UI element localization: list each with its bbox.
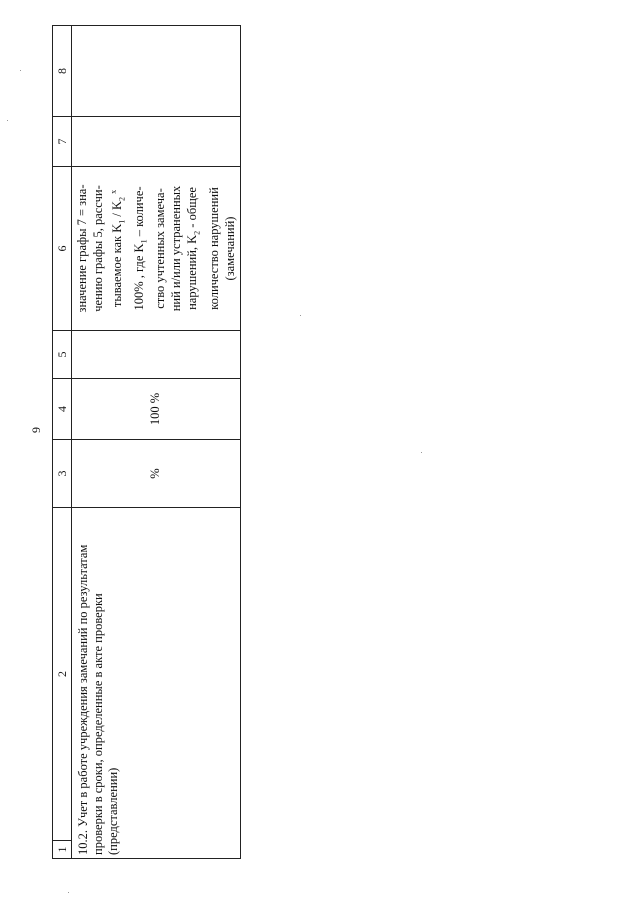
column-number: 6: [53, 167, 72, 331]
formula-line: значение графы 7 = зна-: [75, 184, 89, 313]
empty-cell-col5: [72, 331, 241, 379]
formula-line: [184, 168, 206, 329]
column-number: 8: [53, 26, 72, 117]
formula-text: тываемое как K: [110, 223, 125, 308]
column-number: 3: [53, 440, 72, 508]
formula-cell: [72, 167, 241, 331]
scan-speck: [20, 70, 21, 71]
column-number: 1: [53, 841, 72, 859]
column-number: 7: [53, 117, 72, 167]
scan-speck: [421, 452, 422, 453]
formula-text: 100% , где K: [131, 243, 146, 311]
formula-line: [131, 168, 153, 329]
unit-cell: %: [72, 440, 241, 508]
page-number: 9: [29, 427, 43, 433]
formula-text: – количе-: [131, 186, 146, 240]
rotated-table-container: [52, 26, 237, 859]
formula-text: / K: [110, 201, 125, 220]
formula-line: чению графы 5, рассчи-: [91, 185, 105, 312]
formula-line: ний и/или устраненных: [169, 185, 184, 312]
formula-text: - общее: [185, 187, 200, 231]
formula-line: количество нарушений: [206, 187, 221, 310]
column-number: 5: [53, 331, 72, 379]
formula-subscript: 2: [117, 197, 127, 202]
empty-cell-col7: [72, 117, 241, 167]
formula-line: ство учтенных замеча-: [153, 188, 168, 309]
scan-speck: [68, 892, 69, 893]
empty-cell-col8: [72, 26, 241, 117]
table-row: [72, 26, 241, 859]
column-number-row: [53, 26, 72, 859]
formula-text: нарушений, K: [185, 234, 200, 310]
formula-line: [106, 168, 131, 329]
formula-subscript: 1: [139, 239, 149, 244]
scan-speck: [7, 120, 8, 121]
column-number: 2: [53, 508, 72, 841]
formula-line: (замечаний): [222, 216, 237, 281]
formula-subscript: 2: [192, 230, 202, 235]
indicators-table: [52, 25, 241, 859]
formula-subscript: 1: [117, 219, 127, 224]
scan-speck: [300, 315, 301, 316]
indicator-name-cell: [72, 508, 241, 859]
column-number: 4: [53, 379, 72, 440]
formula-superscript: x: [109, 189, 118, 194]
indicator-id: 10.2.: [76, 830, 90, 855]
indicator-name: Учет в работе учреждения замечаний по результатам проверки в сроки, определенные в акте проверки (представлении): [76, 544, 120, 855]
target-value-cell: 100 %: [72, 379, 241, 440]
